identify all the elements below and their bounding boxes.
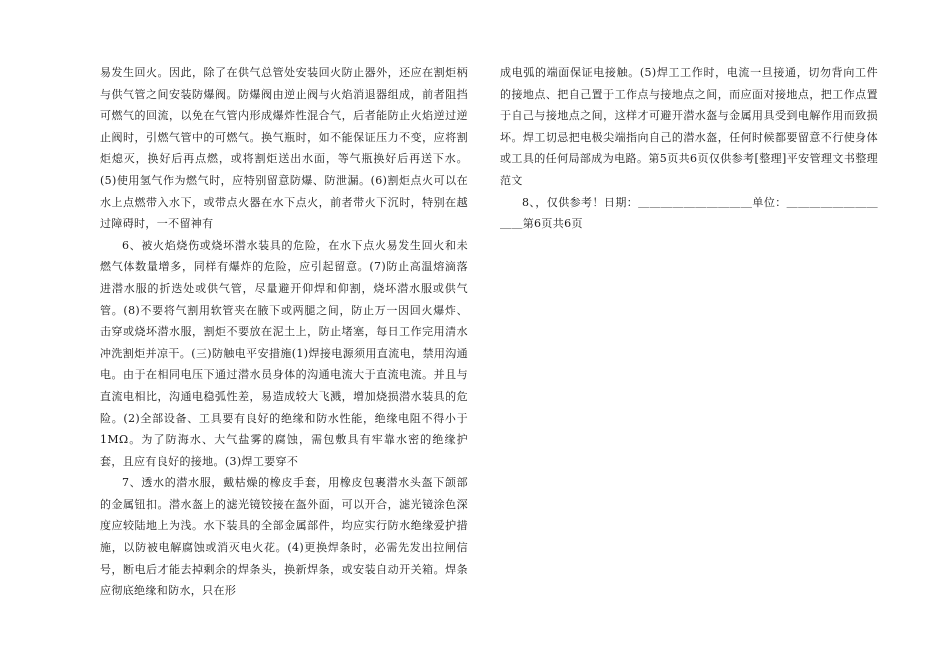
right-column bbox=[500, 62, 878, 235]
paragraph-7: 7、透水的潜水服，戴枯燥的橡皮手套，用橡皮包裹潜水头盔下颌部的金属钮扣。潜水盔上的滤光镜铰接在盔外面，可以开合，滤光镜涂色深度应较陆地上为浅。水下装具的全部金属部件，均应实行防水绝缘爱护措施，以防被电解腐蚀或消灭电火花。(4)更换焊条时，必需先发出拉闸信号，断电后才能去掉剩余的焊条头，换新焊条，或安装自动开关箱。焊条应彻底绝缘和防水，只在形 bbox=[100, 476, 468, 598]
paragraph-continued: 易发生回火。因此，除了在供气总管处安装回火防止器外，还应在割炬柄与供气管之间安装防爆阀。防爆阀由逆止阀与火焰消退器组成，前者阻挡可燃气的回流，以免在气管内形成爆炸性混合气，后者能防止火焰逆过逆止阀时，引燃气管中的可燃气。换气瓶时，如不能保证压力不变，应将割炬熄灭，换好后再点燃，或将割炬送出水面，等气瓶换好后再送下水。(5)使用氢气作为燃气时，应特别留意防爆、防泄漏。(6)割炬点火可以在水上点燃带入水下，或带点火器在水下点火，前者带火下沉时，特别在越过障碍时，一不留神有 bbox=[100, 66, 468, 231]
paragraph-continued-right: 成电弧的端面保证电接触。(5)焊工工作时，电流一旦接通，切勿背向工件的接地点、把自己置于工作点与接地点之间，而应面对接地点，把工作点置于自己与接地点之间，这样才可避开潜水盔与金属用具受到电解作用而致损坏。焊工切忌把电极尖端指向自己的潜水盔，任何时候都要留意不行使身体或工具的任何局部成为电路。第5页共6页仅供参考[整理]平安管理文书整理范文 bbox=[500, 66, 878, 187]
left-column bbox=[100, 62, 468, 602]
paragraph-6: 6、被火焰烧伤或烧坏潜水装具的危险，在水下点火易发生回火和未燃气体数量增多，同样有爆炸的危险，应引起留意。(7)防止高温熔滴落进潜水服的折迭处或供气管，尽量避开仰焊和仰割，烧坏潜水服或供气管。(8)不要将气割用软管夹在腋下或两腿之间，防止万一因回火爆炸、击穿或烧坏潜水服，割炬不要放在泥土上，防止堵塞，每日工作完用清水冲洗割炬并凉干。(三)防触电平安措施(1)焊接电源须用直流电，禁用沟通电。由于在相同电压下通过潜水员身体的沟通电流大于直流电流。并且与直流电相比，沟通电稳弧性差，易造成较大飞溅，增加烧损潜水装具的危险。(2)全部设备、工具要有良好的绝缘和防水性能，绝缘电阻不得小于1MΩ。为了防海水、大气盐雾的腐蚀，需包敷具有牢靠水密的绝缘护套，且应有良好的接地。(3)焊工要穿不 bbox=[100, 238, 468, 468]
reference-footer-line: 8、，仅供参考！日期：＿＿＿＿＿＿＿＿＿＿单位：＿＿＿＿＿＿＿＿＿＿第6页共6页 bbox=[500, 195, 878, 231]
